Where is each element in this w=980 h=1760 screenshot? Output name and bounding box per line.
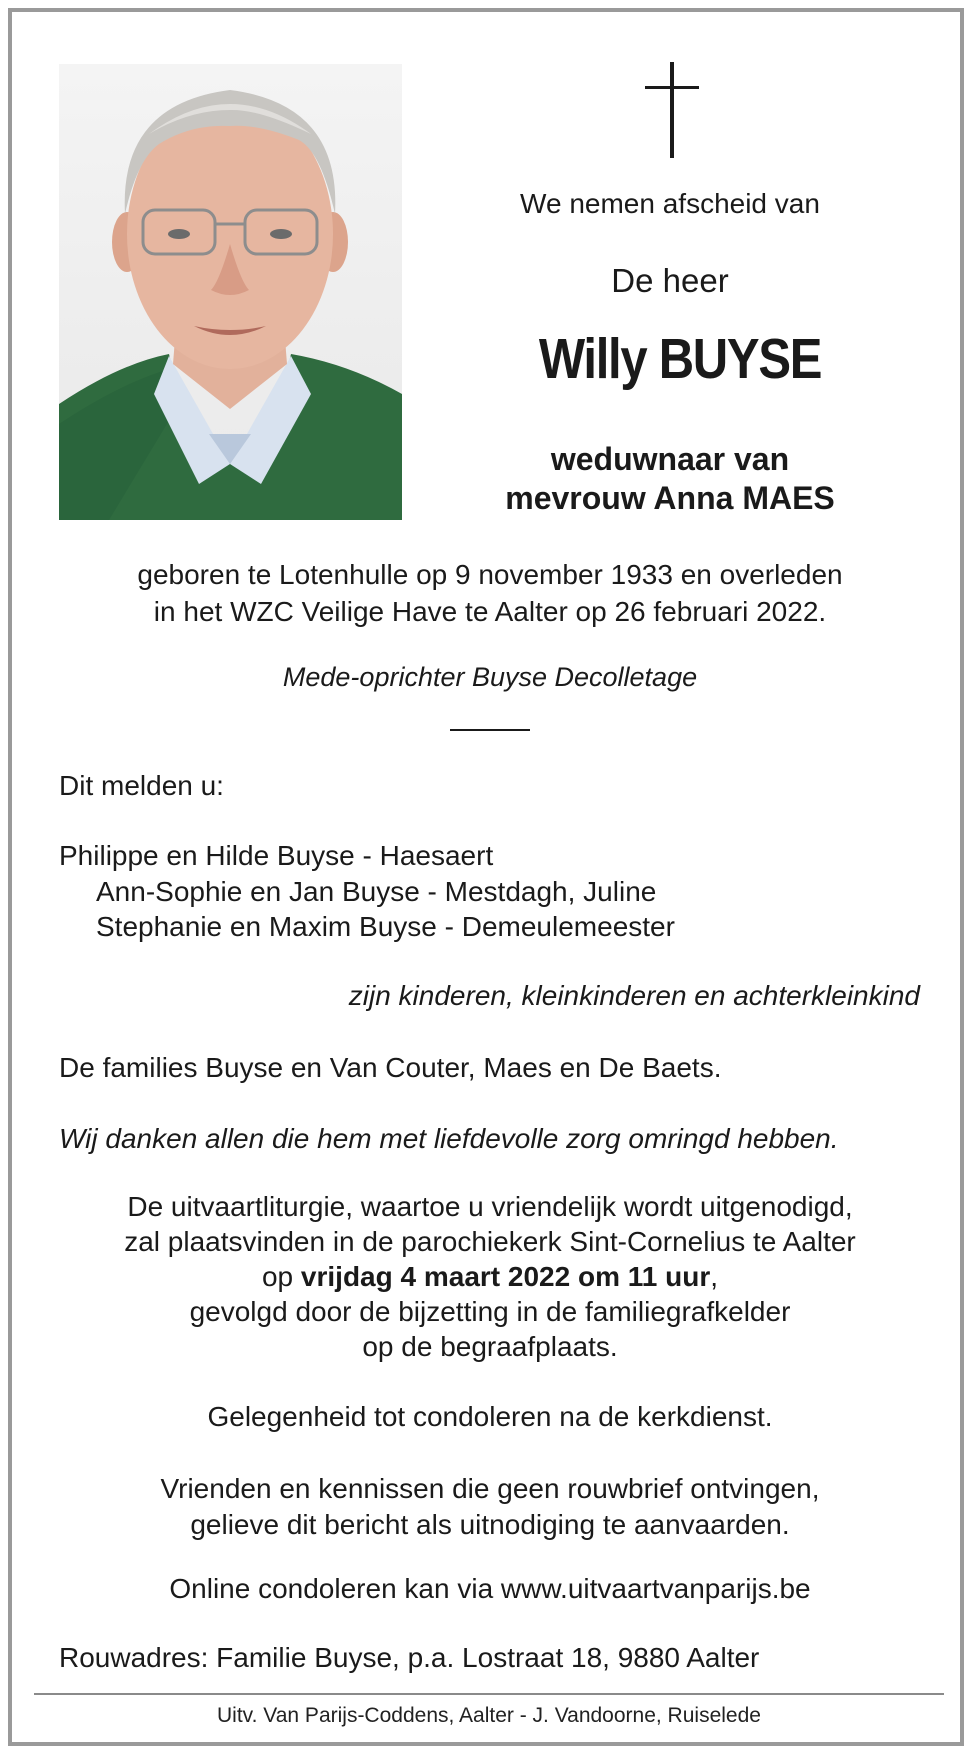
farewell-text: We nemen afscheid van [520, 188, 820, 219]
condole-text: Gelegenheid tot condoleren na de kerkdienst. [207, 1401, 773, 1432]
funeral-line-4: gevolgd door de bijzetting in de familiegrafkelder [189, 1296, 791, 1327]
funeral-home-footer: Uitv. Van Parijs-Coddens, Aalter - J. Vandoorne, Ruiselede [217, 1704, 761, 1727]
spouse-block [430, 440, 910, 518]
funeral-date: vrijdag 4 maart 2022 om 11 uur [300, 1261, 711, 1292]
spouse-line-1: weduwnaar van [550, 441, 790, 477]
funeral-block [60, 1189, 920, 1364]
friends-line-1: Vrienden en kennissen die geen rouwbrief ontvingen, [160, 1473, 820, 1504]
funeral-line-2: zal plaatsvinden in de parochiekerk Sint-Cornelius te Aalter [124, 1226, 856, 1257]
funeral-line-3-pre: op [261, 1261, 301, 1292]
born-line-1: geboren te Lotenhulle op 9 november 1933 en overleden [137, 559, 843, 590]
role-text: Mede-oprichter Buyse Decolletage [282, 662, 698, 692]
divider [450, 729, 530, 731]
grandchildren-line-1: Ann-Sophie en Jan Buyse - Mestdagh, Juline [96, 876, 657, 907]
born-line-2: in het WZC Veilige Have te Aalter op 26 februari 2022. [153, 596, 827, 627]
families-text: De families Buyse en Van Couter, Maes en De Baets. [59, 1052, 722, 1083]
thanks-text: Wij danken allen die hem met liefdevolle zorg omringd hebben. [59, 1123, 839, 1154]
portrait-photo [59, 64, 402, 520]
friends-block [60, 1471, 920, 1543]
funeral-line-3-post: , [710, 1261, 719, 1292]
footer-divider [34, 1693, 944, 1695]
grandchildren-line-2: Stephanie en Maxim Buyse - Demeulemeester [96, 911, 675, 942]
cross-icon [643, 62, 703, 158]
online-condole-text: Online condoleren kan via www.uitvaartvanparijs.be [169, 1573, 811, 1604]
funeral-line-5: op de begraafplaats. [362, 1331, 618, 1362]
funeral-line-3 [60, 1259, 920, 1294]
mourning-address: Rouwadres: Familie Buyse, p.a. Lostraat 18, 9880 Aalter [59, 1642, 760, 1673]
friends-line-2: gelieve dit bericht als uitnodiging te aanvaarden. [190, 1509, 790, 1540]
funeral-line-1: De uitvaartliturgie, waartoe u vriendelijk wordt uitgenodigd, [127, 1191, 853, 1222]
intro-text: Dit melden u: [59, 770, 224, 801]
children-line: Philippe en Hilde Buyse - Haesaert [59, 840, 494, 871]
deceased-name: Willy BUYSE [538, 327, 822, 391]
relation-text: zijn kinderen, kleinkinderen en achterkleinkind [348, 980, 920, 1011]
honorific-title: De heer [611, 262, 729, 299]
spouse-line-2: mevrouw Anna MAES [505, 480, 835, 516]
birth-death-block [60, 556, 920, 630]
